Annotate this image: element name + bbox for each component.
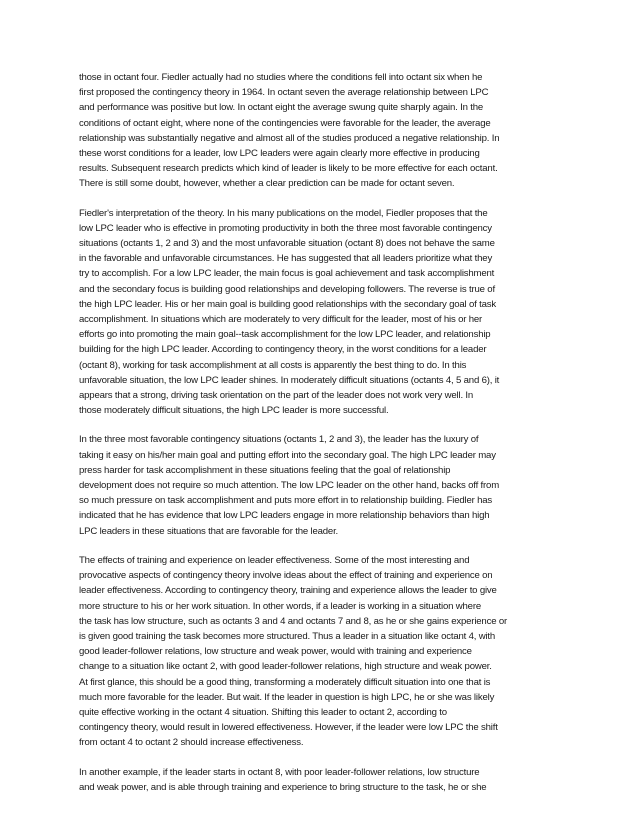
text-line: results. Subsequent research predicts which kind of leader is likely to be more effective for each octant. [79,163,498,175]
text-line: and the secondary focus is building good relationships and developing followers. The reverse is true of [79,283,495,295]
paragraph-favorable-situations [79,432,565,538]
text-line: At first glance, this should be a good thing, transforming a moderately difficult situation into one that is [79,676,491,688]
text-line: the high LPC leader. His or her main goal is building good relationships with the secondary goal of task [79,298,496,310]
text-line: In another example, if the leader starts in octant 8, with poor leader-follower relations, low structure [79,766,480,778]
text-line: In the three most favorable contingency situations (octants 1, 2 and 3), the leader has the luxury of [79,434,479,446]
text-line: LPC leaders in these situations that are favorable for the leader. [79,525,339,537]
text-line: appears that a strong, driving task orientation on the part of the leader does not work very well. In [79,390,474,402]
text-line: try to accomplish. For a low LPC leader, the main focus is goal achievement and task accomplishment [79,268,495,280]
text-line: The effects of training and experience on leader effectiveness. Some of the most interesting and [79,554,470,566]
text-line: (octant 8), working for task accomplishment at all costs is apparently the best thing to do. In this [79,359,467,371]
text-line: contingency theory, would result in lowered effectiveness. However, if the leader were low LPC the shift [79,722,498,734]
paragraph-octant-results [79,70,565,192]
text-line: those moderately difficult situations, the high LPC leader is more successful. [79,405,389,417]
text-line: provocative aspects of contingency theory involve ideas about the effect of training and experience on [79,570,493,582]
text-line: low LPC leader who is effective in promoting productivity in both the three most favorable contingency [79,222,492,234]
text-line: situations (octants 1, 2 and 3) and the most unfavorable situation (octant 8) does not behave the same [79,238,495,250]
text-line: accomplishment. In situations which are moderately to very difficult for the leader, most of his or her [79,314,483,326]
text-line: quite effective working in the octant 4 situation. Shifting this leader to octant 2, according to [79,706,447,718]
text-line: and performance was positive but low. In octant eight the average swung quite sharply again. In the [79,102,484,114]
text-line: There is still some doubt, however, whether a clear prediction can be made for octant seven. [79,178,455,190]
text-line: so much pressure on task accomplishment and puts more effort in to relationship building. Fiedler has [79,495,493,507]
text-line: leader effectiveness. According to contingency theory, training and experience allows the leader to give [79,585,497,597]
text-line: is given good training the task becomes more structured. Thus a leader in a situation like octant 4, with [79,630,496,642]
text-line: the task has low structure, such as octants 3 and 4 and octants 7 and 8, as he or she gains experience or [79,615,508,627]
text-line: first proposed the contingency theory in 1964. In octant seven the average relationship between LPC [79,87,489,99]
text-line: Fiedler's interpretation of the theory. In his many publications on the model, Fiedler proposes that the [79,207,488,219]
text-line: conditions of octant eight, where none of the contingencies were favorable for the leader, the average [79,117,491,129]
text-line: good leader-follower relations, low structure and weak power, would with training and experience [79,646,472,658]
text-line: indicated that he has evidence that low LPC leaders engage in more relationship behaviors than high [79,510,490,522]
text-line: development does not require so much attention. The low LPC leader on the other hand, backs off from [79,480,500,492]
text-line: more structure to his or her work situation. In other words, if a leader is working in a situation where [79,600,481,612]
text-line: building for the high LPC leader. According to contingency theory, in the worst conditions for a leader [79,344,487,356]
text-line: in the favorable and unfavorable circumstances. He has suggested that all leaders prioritize what they [79,253,493,265]
text-line: taking it easy on his/her main goal and putting effort into the secondary goal. The high LPC leader may [79,449,496,461]
text-line: these worst conditions for a leader, low LPC leaders were again clearly more effective in producing [79,148,480,160]
text-line: efforts go into promoting the main goal--task accomplishment for the low LPC leader, and relationship [79,329,491,341]
paragraph-another-example [79,765,565,795]
text-line: from octant 4 to octant 2 should increase effectiveness. [79,737,304,749]
text-line: relationship was substantially negative and almost all of the studies produced a negative relationship. In [79,132,500,144]
text-line: press harder for task accomplishment in these situations feeling that the goal of relationship [79,464,451,476]
text-line: those in octant four. Fiedler actually had no studies where the conditions fell into octant six when he [79,72,483,83]
paragraph-training-experience [79,553,565,751]
text-line: and weak power, and is able through training and experience to bring structure to the task, he or she [79,781,487,793]
document-body [79,70,565,809]
text-line: unfavorable situation, the low LPC leader shines. In moderately difficult situations (octants 4, 5 and 6), it [79,374,500,386]
paragraph-fiedler-interpretation [79,206,565,419]
text-line: much more favorable for the leader. But wait. If the leader in question is high LPC, he or she was likely [79,691,495,703]
text-line: change to a situation like octant 2, with good leader-follower relations, high structure and weak power. [79,661,492,673]
